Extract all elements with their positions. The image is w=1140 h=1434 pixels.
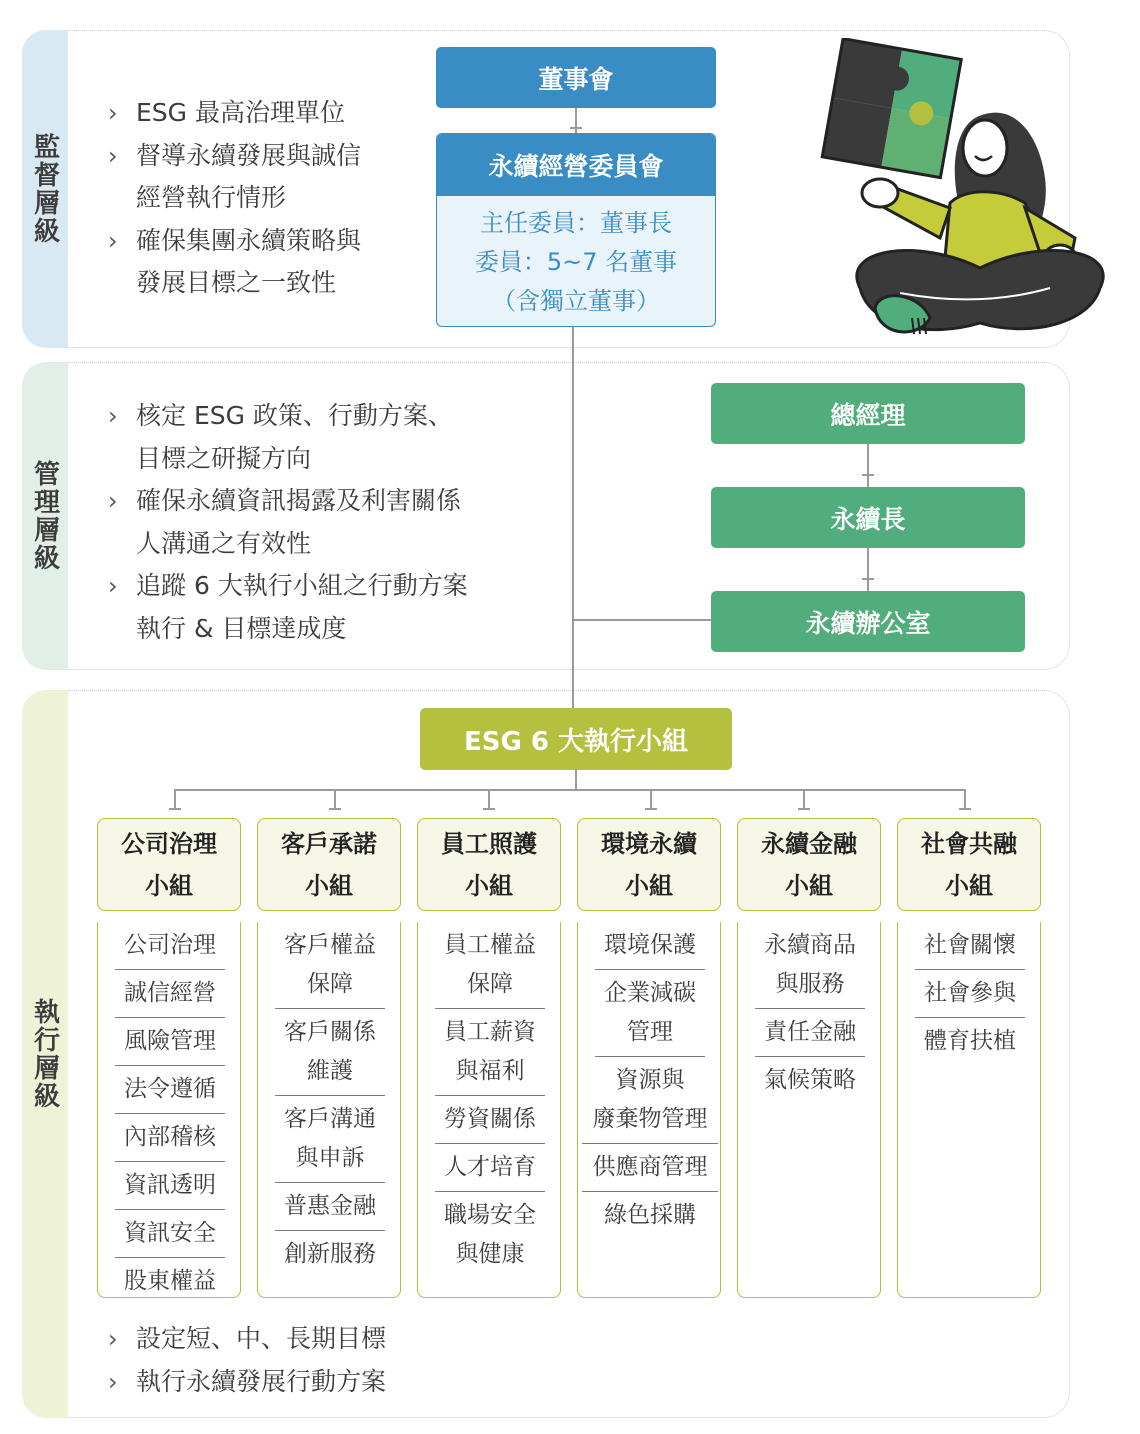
group-drop-connector bbox=[334, 789, 336, 809]
group-items-panel bbox=[737, 922, 881, 1298]
group-item-list bbox=[915, 922, 1025, 1065]
chevron-right-icon: › bbox=[108, 1367, 118, 1396]
list-item: 環境保護 bbox=[595, 922, 705, 970]
group-items-panel bbox=[577, 922, 721, 1298]
execution-bullets bbox=[108, 1318, 386, 1403]
list-item: 內部稽核 bbox=[115, 1114, 225, 1162]
connector-tick bbox=[483, 808, 495, 810]
list-item: 綠色採購 bbox=[604, 1202, 696, 1228]
group-title: 永續金融 小組 bbox=[737, 818, 881, 911]
group-drop-connector bbox=[803, 789, 805, 809]
list-item: 職場安全 與健康 bbox=[444, 1202, 536, 1267]
chevron-right-icon: › bbox=[108, 487, 118, 515]
connector-tick bbox=[329, 808, 341, 810]
bullet-item: › 設定短、中、長期目標 bbox=[108, 1318, 386, 1361]
chevron-right-icon: › bbox=[108, 402, 118, 430]
bullet-item: › 確保永續資訊揭露及利害關係 人溝通之有效性 bbox=[108, 480, 468, 565]
list-item: 普惠金融 bbox=[275, 1183, 385, 1231]
management-level-tab bbox=[22, 362, 68, 670]
esg-task-forces-box: ESG 6 大執行小組 bbox=[420, 708, 732, 770]
supervisory-bullets bbox=[108, 92, 361, 305]
bullet-item: › ESG 最高治理單位 bbox=[108, 92, 361, 135]
bullet-item: › 執行永續發展行動方案 bbox=[108, 1361, 386, 1404]
group-title: 公司治理 小組 bbox=[97, 818, 241, 911]
cso-connector bbox=[867, 548, 869, 591]
main-trunk-connector bbox=[572, 327, 574, 708]
chevron-right-icon: › bbox=[108, 141, 118, 170]
team-connector bbox=[575, 770, 577, 789]
chevron-right-icon: › bbox=[108, 99, 118, 127]
bullet-item: › 督導永續發展與誠信 經營執行情形 bbox=[108, 135, 361, 220]
list-item: 氣候策略 bbox=[764, 1067, 856, 1093]
execution-level-label: 執行層級 bbox=[29, 998, 60, 1110]
list-item: 法令遵循 bbox=[115, 1066, 225, 1114]
bullet-item: › 確保集團永續策略與 發展目標之一致性 bbox=[108, 220, 361, 305]
connector-tick bbox=[862, 474, 874, 476]
group-drop-connector bbox=[488, 789, 490, 809]
list-item: 風險管理 bbox=[115, 1018, 225, 1066]
list-item: 社會關懷 bbox=[915, 922, 1025, 970]
management-bullets bbox=[108, 395, 468, 650]
general-manager-box: 總經理 bbox=[711, 383, 1025, 444]
list-item: 員工薪資 與福利 bbox=[435, 1009, 545, 1096]
list-item: 勞資關係 bbox=[435, 1096, 545, 1144]
committee-title: 永續經營委員會 bbox=[437, 134, 715, 196]
group-title: 環境永續 小組 bbox=[577, 818, 721, 911]
list-item: 誠信經營 bbox=[115, 970, 225, 1018]
list-item: 員工權益 保障 bbox=[435, 922, 545, 1009]
connector-tick bbox=[645, 808, 657, 810]
list-item: 責任金融 bbox=[755, 1009, 865, 1057]
group-items-panel bbox=[97, 922, 241, 1298]
committee-members-count: 委員：5~7 名董事 bbox=[474, 248, 678, 276]
group-item-list bbox=[275, 922, 385, 1278]
committee-note: （含獨立董事） bbox=[492, 287, 660, 315]
groups-bus-connector bbox=[174, 789, 965, 791]
group-title: 員工照護 小組 bbox=[417, 818, 561, 911]
board-connector bbox=[575, 108, 577, 133]
chevron-right-icon: › bbox=[108, 1325, 118, 1353]
group-drop-connector bbox=[174, 789, 176, 809]
bullet-item: › 核定 ESG 政策、行動方案、 目標之研擬方向 bbox=[108, 395, 468, 480]
board-of-directors-box: 董事會 bbox=[436, 47, 716, 108]
supervisory-level-label: 監督層級 bbox=[29, 133, 60, 245]
group-title: 社會共融 小組 bbox=[897, 818, 1041, 911]
group-drop-connector bbox=[650, 789, 652, 809]
group-items-panel bbox=[257, 922, 401, 1298]
connector-tick bbox=[862, 578, 874, 580]
group-item-list bbox=[435, 922, 545, 1278]
list-item: 股東權益 bbox=[124, 1268, 216, 1294]
list-item: 體育扶植 bbox=[924, 1028, 1016, 1054]
supervisory-level-tab bbox=[22, 30, 68, 348]
chief-sustainability-officer-box: 永續長 bbox=[711, 487, 1025, 548]
committee-chair: 主任委員：董事長 bbox=[480, 209, 672, 237]
bullet-item: › 追蹤 6 大執行小組之行動方案 執行 & 目標達成度 bbox=[108, 565, 468, 650]
sustainability-committee-box bbox=[436, 133, 716, 327]
connector-tick bbox=[169, 808, 181, 810]
list-item: 客戶溝通 與申訴 bbox=[275, 1096, 385, 1183]
group-item-list bbox=[115, 922, 225, 1305]
list-item: 公司治理 bbox=[115, 922, 225, 970]
group-title: 客戶承諾 小組 bbox=[257, 818, 401, 911]
execution-level-tab bbox=[22, 690, 68, 1418]
list-item: 資源與 廢棄物管理 bbox=[582, 1057, 718, 1144]
list-item: 企業減碳 管理 bbox=[595, 970, 705, 1057]
list-item: 客戶權益 保障 bbox=[275, 922, 385, 1009]
list-item: 供應商管理 bbox=[582, 1144, 718, 1192]
office-connector bbox=[573, 619, 711, 621]
committee-members bbox=[437, 204, 715, 321]
list-item: 創新服務 bbox=[284, 1241, 376, 1267]
sustainability-office-box: 永續辦公室 bbox=[711, 591, 1025, 652]
group-item-list bbox=[755, 922, 865, 1104]
gm-connector bbox=[867, 444, 869, 487]
list-item: 資訊透明 bbox=[115, 1162, 225, 1210]
list-item: 人才培育 bbox=[435, 1144, 545, 1192]
management-level-label: 管理層級 bbox=[29, 460, 60, 572]
puzzle-icon bbox=[822, 39, 961, 178]
group-item-list bbox=[582, 922, 718, 1239]
group-items-panel bbox=[897, 922, 1041, 1298]
group-items-panel bbox=[417, 922, 561, 1298]
chevron-right-icon: › bbox=[108, 226, 118, 255]
connector-tick bbox=[798, 808, 810, 810]
list-item: 客戶關係 維護 bbox=[275, 1009, 385, 1096]
group-drop-connector bbox=[964, 789, 966, 809]
connector-tick bbox=[570, 127, 582, 129]
list-item: 資訊安全 bbox=[115, 1210, 225, 1258]
connector-tick bbox=[959, 808, 971, 810]
list-item: 永續商品 與服務 bbox=[755, 922, 865, 1009]
woman-holding-puzzle-illustration bbox=[800, 38, 1130, 356]
list-item: 社會參與 bbox=[915, 970, 1025, 1018]
chevron-right-icon: › bbox=[108, 572, 118, 600]
